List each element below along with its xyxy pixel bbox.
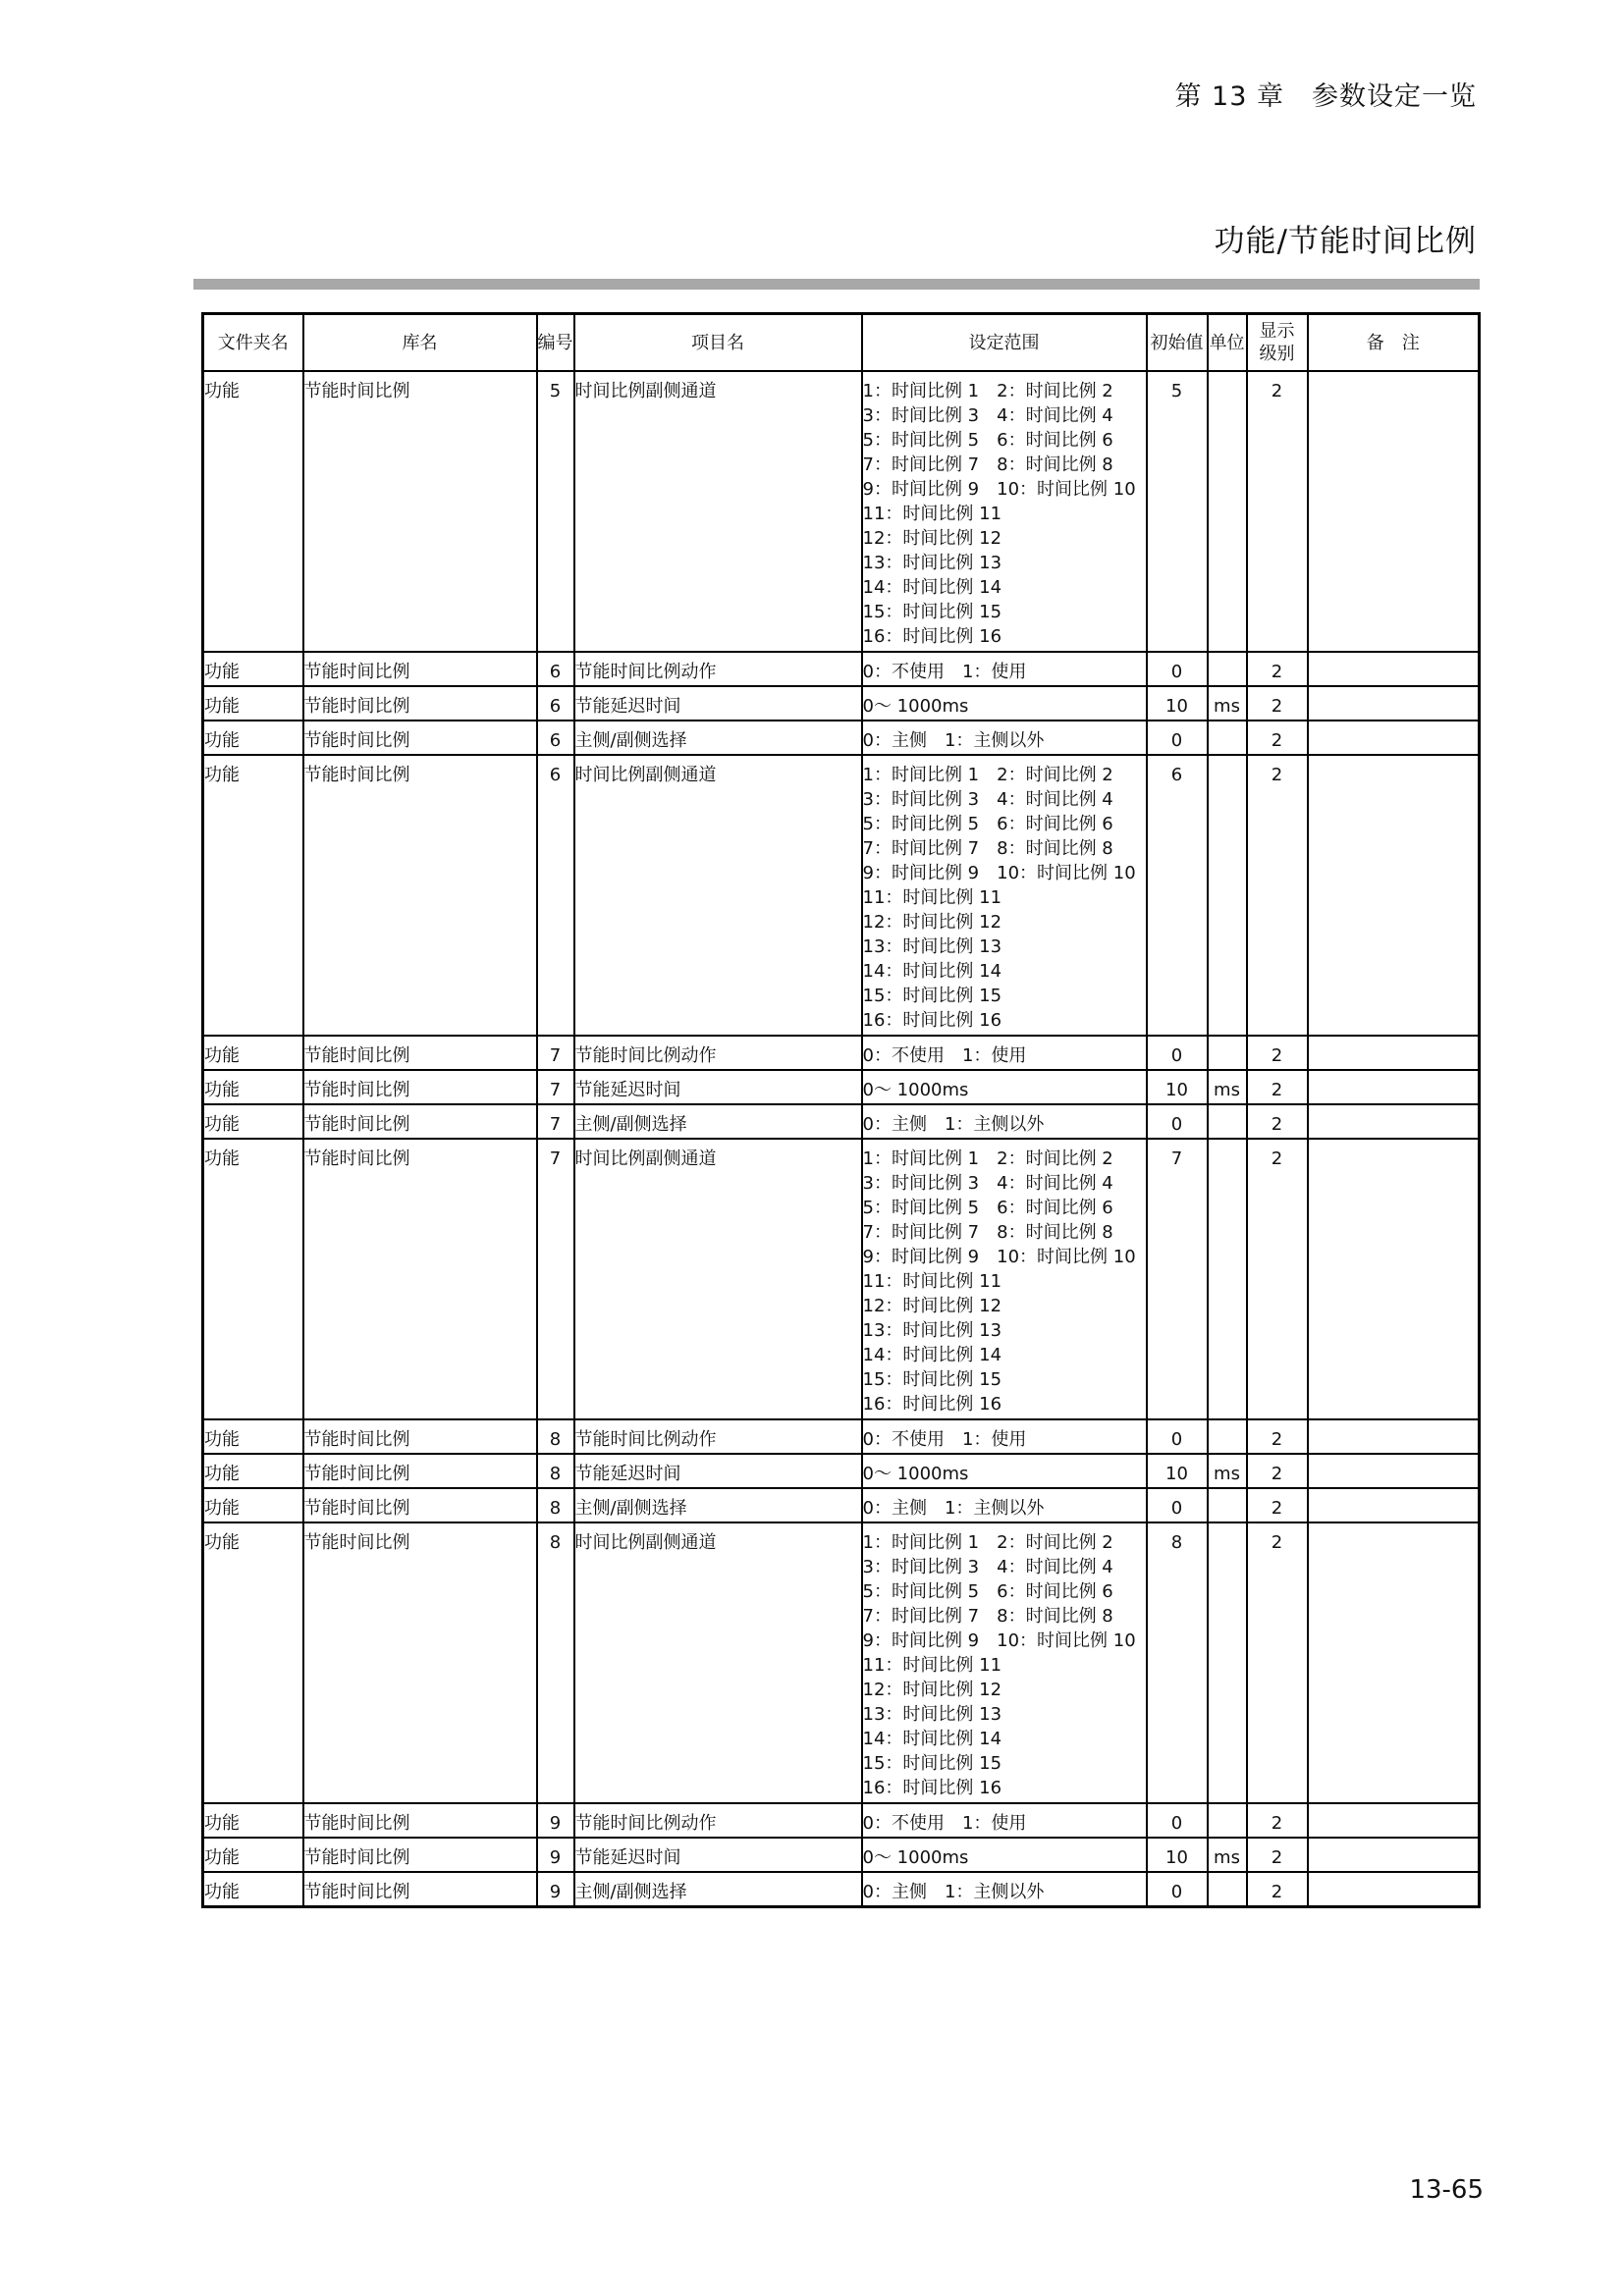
table-body [203, 371, 1480, 1907]
cell-range: 1：时间比例 1 2：时间比例 2 3：时间比例 3 4：时间比例 4 5：时间比例 5 6：时间比例 6 7：时间比例 7 8：时间比例 8 9：时间比例 9 10：时间比例 10 11：时间比例 11 12：时间比例 12 13：时间比例 13 14：时间比例 14 15：时间比例 15 16：时间比例 16 [862, 1139, 1147, 1419]
cell-item: 主侧/副侧选择 [574, 1104, 862, 1139]
header-item: 项目名 [574, 314, 862, 372]
cell-unit: ms [1208, 1838, 1247, 1872]
cell-unit: ms [1208, 1454, 1247, 1488]
cell-folder: 功能 [203, 1104, 303, 1139]
cell-folder: 功能 [203, 755, 303, 1036]
cell-item: 节能时间比例动作 [574, 1419, 862, 1454]
cell-remarks [1308, 1104, 1480, 1139]
cell-initial: 10 [1147, 1454, 1208, 1488]
cell-level: 2 [1247, 1036, 1308, 1070]
cell-item: 时间比例副侧通道 [574, 1139, 862, 1419]
cell-library: 节能时间比例 [303, 1036, 537, 1070]
cell-library: 节能时间比例 [303, 721, 537, 755]
cell-library: 节能时间比例 [303, 1104, 537, 1139]
cell-number: 8 [537, 1419, 574, 1454]
cell-number: 7 [537, 1139, 574, 1419]
cell-folder: 功能 [203, 1872, 303, 1907]
table-row [203, 1522, 1480, 1803]
cell-folder: 功能 [203, 1036, 303, 1070]
cell-initial: 10 [1147, 1838, 1208, 1872]
cell-range: 1：时间比例 1 2：时间比例 2 3：时间比例 3 4：时间比例 4 5：时间比例 5 6：时间比例 6 7：时间比例 7 8：时间比例 8 9：时间比例 9 10：时间比例 10 11：时间比例 11 12：时间比例 12 13：时间比例 13 14：时间比例 14 15：时间比例 15 16：时间比例 16 [862, 1522, 1147, 1803]
cell-number: 8 [537, 1488, 574, 1522]
cell-level: 2 [1247, 1104, 1308, 1139]
cell-folder: 功能 [203, 1070, 303, 1104]
table-row [203, 1036, 1480, 1070]
cell-level: 2 [1247, 1872, 1308, 1907]
cell-item: 节能延迟时间 [574, 1454, 862, 1488]
cell-unit: ms [1208, 686, 1247, 721]
cell-remarks [1308, 1872, 1480, 1907]
cell-initial: 0 [1147, 721, 1208, 755]
cell-folder: 功能 [203, 686, 303, 721]
cell-item: 时间比例副侧通道 [574, 371, 862, 652]
cell-unit [1208, 1036, 1247, 1070]
cell-remarks [1308, 1838, 1480, 1872]
table-row [203, 1803, 1480, 1838]
table-row [203, 686, 1480, 721]
cell-initial: 0 [1147, 652, 1208, 686]
cell-number: 7 [537, 1104, 574, 1139]
cell-unit [1208, 721, 1247, 755]
cell-library: 节能时间比例 [303, 1522, 537, 1803]
cell-range: 0：不使用 1：使用 [862, 652, 1147, 686]
cell-level: 2 [1247, 1070, 1308, 1104]
table-row [203, 755, 1480, 1036]
cell-unit [1208, 1488, 1247, 1522]
cell-number: 6 [537, 652, 574, 686]
cell-unit [1208, 755, 1247, 1036]
table-row [203, 1488, 1480, 1522]
cell-initial: 0 [1147, 1419, 1208, 1454]
cell-library: 节能时间比例 [303, 1454, 537, 1488]
cell-item: 节能延迟时间 [574, 686, 862, 721]
cell-item: 节能时间比例动作 [574, 1036, 862, 1070]
cell-unit [1208, 1419, 1247, 1454]
cell-number: 9 [537, 1803, 574, 1838]
cell-level: 2 [1247, 755, 1308, 1036]
cell-folder: 功能 [203, 1838, 303, 1872]
cell-remarks [1308, 1803, 1480, 1838]
cell-remarks [1308, 1070, 1480, 1104]
cell-initial: 8 [1147, 1522, 1208, 1803]
cell-initial: 6 [1147, 755, 1208, 1036]
cell-library: 节能时间比例 [303, 652, 537, 686]
table-row [203, 1872, 1480, 1907]
cell-unit [1208, 1522, 1247, 1803]
header-unit: 单位 [1208, 314, 1247, 372]
cell-range: 0～ 1000ms [862, 1838, 1147, 1872]
parameter-table [201, 312, 1481, 1908]
table-row [203, 721, 1480, 755]
cell-number: 5 [537, 371, 574, 652]
cell-initial: 0 [1147, 1872, 1208, 1907]
cell-folder: 功能 [203, 1803, 303, 1838]
cell-item: 时间比例副侧通道 [574, 755, 862, 1036]
cell-remarks [1308, 1488, 1480, 1522]
cell-folder: 功能 [203, 652, 303, 686]
cell-number: 9 [537, 1838, 574, 1872]
cell-library: 节能时间比例 [303, 1803, 537, 1838]
cell-level: 2 [1247, 721, 1308, 755]
cell-level: 2 [1247, 1419, 1308, 1454]
cell-folder: 功能 [203, 1419, 303, 1454]
table-row [203, 1838, 1480, 1872]
page-number: 13-65 [1409, 2175, 1484, 2205]
cell-library: 节能时间比例 [303, 371, 537, 652]
cell-item: 时间比例副侧通道 [574, 1522, 862, 1803]
cell-level: 2 [1247, 1454, 1308, 1488]
cell-initial: 0 [1147, 1803, 1208, 1838]
cell-number: 6 [537, 721, 574, 755]
cell-item: 主侧/副侧选择 [574, 1872, 862, 1907]
header-rule [193, 279, 1480, 290]
table-header [203, 314, 1480, 372]
cell-number: 7 [537, 1070, 574, 1104]
cell-level: 2 [1247, 686, 1308, 721]
table-row [203, 1070, 1480, 1104]
header-folder: 文件夹名 [203, 314, 303, 372]
cell-remarks [1308, 1522, 1480, 1803]
cell-remarks [1308, 371, 1480, 652]
cell-level: 2 [1247, 1488, 1308, 1522]
cell-number: 8 [537, 1454, 574, 1488]
table-row [203, 371, 1480, 652]
cell-initial: 7 [1147, 1139, 1208, 1419]
cell-range: 0：不使用 1：使用 [862, 1036, 1147, 1070]
cell-remarks [1308, 1454, 1480, 1488]
cell-item: 主侧/副侧选择 [574, 1488, 862, 1522]
cell-unit [1208, 1872, 1247, 1907]
cell-initial: 0 [1147, 1036, 1208, 1070]
chapter-heading: 第 13 章 参数设定一览 [1174, 81, 1477, 112]
cell-library: 节能时间比例 [303, 755, 537, 1036]
cell-level: 2 [1247, 1522, 1308, 1803]
cell-library: 节能时间比例 [303, 1488, 537, 1522]
cell-range: 0～ 1000ms [862, 1454, 1147, 1488]
cell-remarks [1308, 1139, 1480, 1419]
cell-item: 主侧/副侧选择 [574, 721, 862, 755]
cell-range: 1：时间比例 1 2：时间比例 2 3：时间比例 3 4：时间比例 4 5：时间比例 5 6：时间比例 6 7：时间比例 7 8：时间比例 8 9：时间比例 9 10：时间比例 10 11：时间比例 11 12：时间比例 12 13：时间比例 13 14：时间比例 14 15：时间比例 15 16：时间比例 16 [862, 371, 1147, 652]
cell-initial: 10 [1147, 1070, 1208, 1104]
cell-unit: ms [1208, 1070, 1247, 1104]
cell-folder: 功能 [203, 721, 303, 755]
cell-item: 节能时间比例动作 [574, 652, 862, 686]
cell-library: 节能时间比例 [303, 1070, 537, 1104]
cell-library: 节能时间比例 [303, 1139, 537, 1419]
cell-library: 节能时间比例 [303, 1872, 537, 1907]
cell-initial: 10 [1147, 686, 1208, 721]
table-row [203, 1419, 1480, 1454]
cell-level: 2 [1247, 1803, 1308, 1838]
cell-range: 0：不使用 1：使用 [862, 1803, 1147, 1838]
cell-range: 0：主侧 1：主侧以外 [862, 1104, 1147, 1139]
cell-range: 0～ 1000ms [862, 1070, 1147, 1104]
cell-library: 节能时间比例 [303, 1838, 537, 1872]
cell-remarks [1308, 686, 1480, 721]
header-level-line1: 显示 [1259, 321, 1295, 342]
cell-item: 节能时间比例动作 [574, 1803, 862, 1838]
cell-initial: 0 [1147, 1104, 1208, 1139]
cell-range: 0：不使用 1：使用 [862, 1419, 1147, 1454]
cell-item: 节能延迟时间 [574, 1838, 862, 1872]
cell-number: 6 [537, 755, 574, 1036]
cell-folder: 功能 [203, 1488, 303, 1522]
table-row [203, 1139, 1480, 1419]
cell-library: 节能时间比例 [303, 686, 537, 721]
cell-initial: 0 [1147, 1488, 1208, 1522]
table-row [203, 1104, 1480, 1139]
header-library: 库名 [303, 314, 537, 372]
cell-remarks [1308, 652, 1480, 686]
cell-initial: 5 [1147, 371, 1208, 652]
cell-range: 1：时间比例 1 2：时间比例 2 3：时间比例 3 4：时间比例 4 5：时间比例 5 6：时间比例 6 7：时间比例 7 8：时间比例 8 9：时间比例 9 10：时间比例 10 11：时间比例 11 12：时间比例 12 13：时间比例 13 14：时间比例 14 15：时间比例 15 16：时间比例 16 [862, 755, 1147, 1036]
header-level-line2: 级别 [1259, 344, 1295, 364]
cell-level: 2 [1247, 652, 1308, 686]
cell-folder: 功能 [203, 371, 303, 652]
cell-range: 0：主侧 1：主侧以外 [862, 721, 1147, 755]
cell-unit [1208, 652, 1247, 686]
cell-remarks [1308, 1419, 1480, 1454]
cell-unit [1208, 371, 1247, 652]
cell-number: 9 [537, 1872, 574, 1907]
section-title: 功能/节能时间比例 [1214, 224, 1477, 259]
table-row [203, 1454, 1480, 1488]
cell-level: 2 [1247, 1838, 1308, 1872]
cell-number: 8 [537, 1522, 574, 1803]
cell-level: 2 [1247, 371, 1308, 652]
header-remarks: 备 注 [1308, 314, 1480, 372]
cell-range: 0：主侧 1：主侧以外 [862, 1872, 1147, 1907]
header-initial: 初始值 [1147, 314, 1208, 372]
header-number: 编号 [537, 314, 574, 372]
table-row [203, 652, 1480, 686]
cell-unit [1208, 1803, 1247, 1838]
cell-library: 节能时间比例 [303, 1419, 537, 1454]
cell-number: 7 [537, 1036, 574, 1070]
cell-item: 节能延迟时间 [574, 1070, 862, 1104]
cell-folder: 功能 [203, 1139, 303, 1419]
cell-range: 0～ 1000ms [862, 686, 1147, 721]
cell-remarks [1308, 721, 1480, 755]
header-range: 设定范围 [862, 314, 1147, 372]
header-level [1247, 314, 1308, 372]
cell-remarks [1308, 755, 1480, 1036]
cell-unit [1208, 1139, 1247, 1419]
cell-number: 6 [537, 686, 574, 721]
cell-unit [1208, 1104, 1247, 1139]
cell-folder: 功能 [203, 1522, 303, 1803]
cell-range: 0：主侧 1：主侧以外 [862, 1488, 1147, 1522]
cell-level: 2 [1247, 1139, 1308, 1419]
cell-folder: 功能 [203, 1454, 303, 1488]
cell-remarks [1308, 1036, 1480, 1070]
